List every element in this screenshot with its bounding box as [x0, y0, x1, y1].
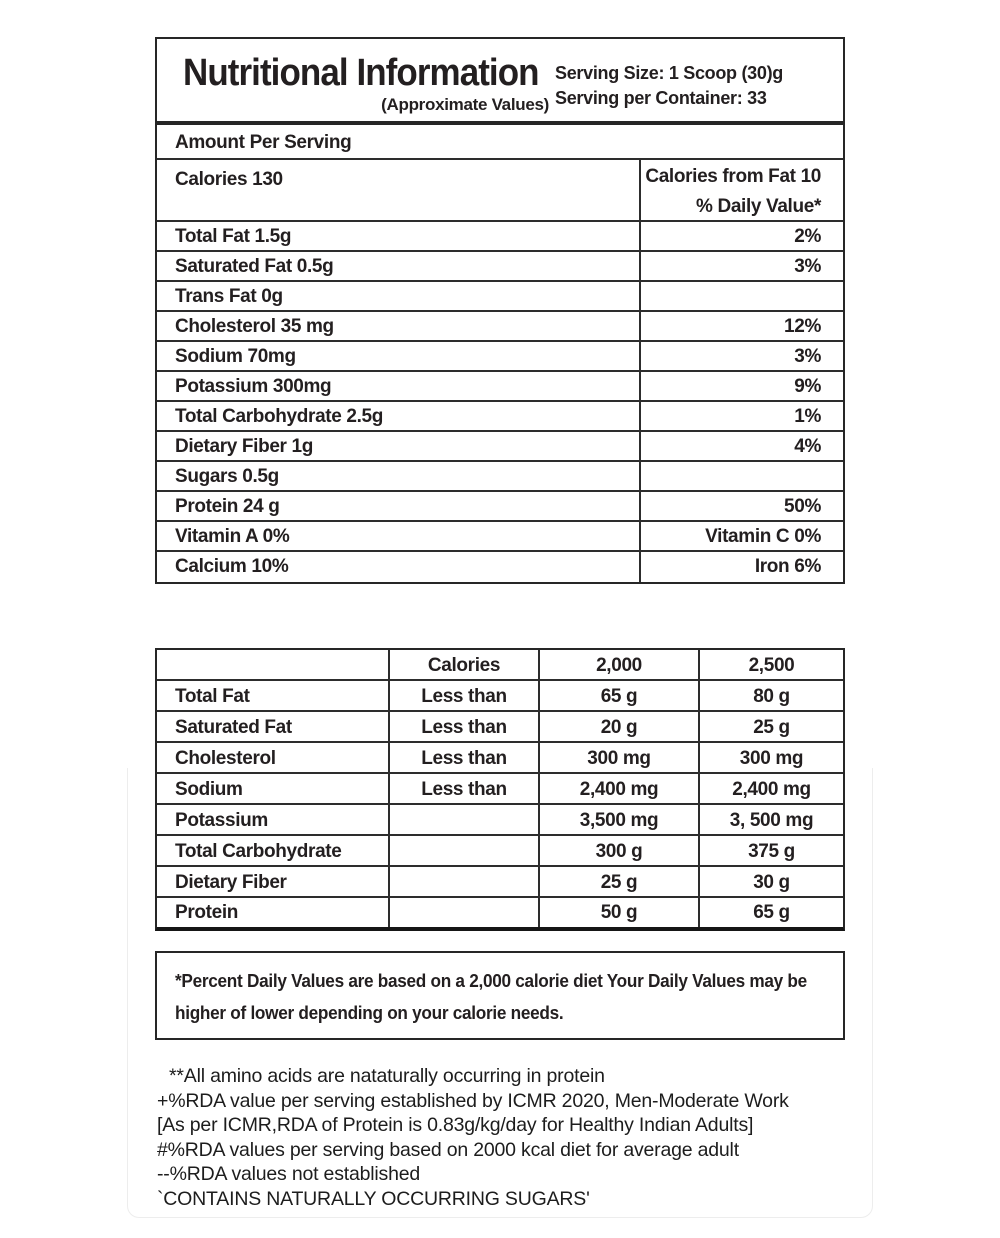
table-row	[157, 282, 843, 312]
note-line: +%RDA value per serving established by ICMR 2020, Men-Moderate Work	[157, 1089, 789, 1112]
notes-block	[157, 1064, 857, 1211]
main-nutrition-table	[155, 123, 845, 584]
value-2000-cell: 50 g	[538, 898, 698, 927]
comparator-cell	[388, 805, 538, 834]
nutrient-value: 12%	[639, 312, 843, 340]
value-2000-cell: 65 g	[538, 681, 698, 710]
value-2000-cell: 2,400 mg	[538, 774, 698, 803]
table-row	[157, 462, 843, 492]
value-2500-cell: 2,400 mg	[698, 774, 843, 803]
table-row	[157, 552, 843, 582]
nutrient-value: 3%	[639, 342, 843, 370]
comparator-cell: Less than	[388, 743, 538, 772]
note-line: **All amino acids are nataturally occurring in protein	[169, 1065, 605, 1087]
nutrient-value: 3%	[639, 252, 843, 280]
nutrient-label: Cholesterol 35 mg	[175, 316, 334, 337]
value-2000-cell: 300 g	[538, 836, 698, 865]
calories-value: Calories 130	[175, 169, 283, 190]
nutrient-value: Iron 6%	[639, 552, 843, 582]
serving-size: Serving Size: 1 Scoop (30)g	[555, 63, 783, 83]
nutrient-label: Potassium	[175, 810, 268, 831]
nutrient-value: 50%	[639, 492, 843, 520]
table-row	[157, 522, 843, 552]
nutrient-label: Saturated Fat 0.5g	[175, 256, 334, 277]
table-row	[157, 681, 843, 712]
nutrient-label: Dietary Fiber	[175, 872, 287, 893]
table-row	[157, 774, 843, 805]
table-row	[157, 372, 843, 402]
footnote-line: *Percent Daily Values are based on a 2,000 calorie diet Your Daily Values may be	[175, 971, 807, 991]
nutrient-label: Dietary Fiber 1g	[175, 436, 314, 457]
nutrient-value: 4%	[639, 432, 843, 460]
table-row	[157, 432, 843, 462]
footnote-box	[155, 951, 845, 1040]
calories-row	[157, 160, 843, 222]
nutrient-value: 9%	[639, 372, 843, 400]
comparator-cell	[388, 867, 538, 896]
title-subtext: (Approximate Values)	[381, 95, 549, 114]
value-2000-cell: 20 g	[538, 712, 698, 741]
table-row	[157, 312, 843, 342]
comparator-cell: Less than	[388, 712, 538, 741]
nutrient-label: Potassium 300mg	[175, 376, 332, 397]
nutrient-value: 2%	[639, 222, 843, 250]
comparator-cell	[388, 836, 538, 865]
nutrient-value	[639, 462, 843, 490]
header-cell-calories: Calories	[388, 650, 538, 679]
value-2500-cell: 25 g	[698, 712, 843, 741]
value-2500-cell: 300 mg	[698, 743, 843, 772]
table-row	[157, 712, 843, 743]
note-line: --%RDA values not established	[157, 1163, 421, 1185]
value-2500-cell: 3, 500 mg	[698, 805, 843, 834]
footnote-line: higher of lower depending on your calorie needs.	[175, 1003, 564, 1023]
nutrient-value: 1%	[639, 402, 843, 430]
value-2500-cell: 65 g	[698, 898, 843, 927]
serving-info	[555, 61, 783, 111]
nutrient-label: Saturated Fat	[175, 717, 292, 738]
comparator-cell: Less than	[388, 681, 538, 710]
note-line: `CONTAINS NATURALLY OCCURRING SUGARS'	[157, 1187, 590, 1210]
table-row	[157, 402, 843, 432]
nutrient-label: Vitamin A 0%	[175, 526, 290, 547]
table-row	[157, 252, 843, 282]
table-row	[157, 805, 843, 836]
note-line: #%RDA values per serving based on 2000 kcal diet for average adult	[157, 1138, 739, 1161]
value-2500-cell: 375 g	[698, 836, 843, 865]
nutrient-label: Sugars 0.5g	[175, 466, 279, 487]
note-line: [As per ICMR,RDA of Protein is 0.83g/kg/day for Healthy Indian Adults]	[157, 1114, 754, 1136]
header-cell-empty	[157, 650, 388, 679]
header-cell-2500: 2,500	[698, 650, 843, 679]
comparator-cell	[388, 898, 538, 927]
table-row	[157, 492, 843, 522]
section-header: Amount Per Serving	[157, 125, 843, 160]
nutrient-value	[639, 282, 843, 310]
nutrient-label: Total Fat 1.5g	[175, 226, 292, 247]
nutrient-label: Sodium	[175, 779, 243, 800]
table-row	[157, 342, 843, 372]
value-2500-cell: 30 g	[698, 867, 843, 896]
calories-from-fat-cell	[639, 160, 843, 220]
nutrient-label: Cholesterol	[175, 748, 276, 769]
table-header-row	[157, 650, 843, 681]
nutrient-label: Protein 24 g	[175, 496, 280, 517]
servings-per-container: Serving per Container: 33	[555, 88, 767, 108]
value-2000-cell: 25 g	[538, 867, 698, 896]
header-cell-2000: 2,000	[538, 650, 698, 679]
nutrient-label: Total Fat	[175, 686, 250, 707]
value-2000-cell: 300 mg	[538, 743, 698, 772]
table-row	[157, 222, 843, 252]
calories-from-fat: Calories from Fat 10	[645, 166, 821, 187]
nutrient-label: Total Carbohydrate	[175, 841, 342, 862]
table-row	[157, 867, 843, 898]
nutrient-label: Trans Fat 0g	[175, 286, 283, 307]
table-row	[157, 743, 843, 774]
table-row	[157, 836, 843, 867]
page-title: Nutritional Information	[183, 52, 539, 94]
daily-value-header: % Daily Value*	[695, 196, 821, 217]
value-2500-cell: 80 g	[698, 681, 843, 710]
nutrient-label: Calcium 10%	[175, 556, 289, 577]
daily-values-reference-table	[155, 648, 845, 931]
nutrient-value: Vitamin C 0%	[639, 522, 843, 550]
value-2000-cell: 3,500 mg	[538, 805, 698, 834]
nutrient-label: Sodium 70mg	[175, 346, 296, 367]
nutrient-label: Protein	[175, 902, 239, 923]
label-header	[155, 37, 845, 123]
nutrient-label: Total Carbohydrate 2.5g	[175, 406, 384, 427]
table-row	[157, 898, 843, 927]
comparator-cell: Less than	[388, 774, 538, 803]
